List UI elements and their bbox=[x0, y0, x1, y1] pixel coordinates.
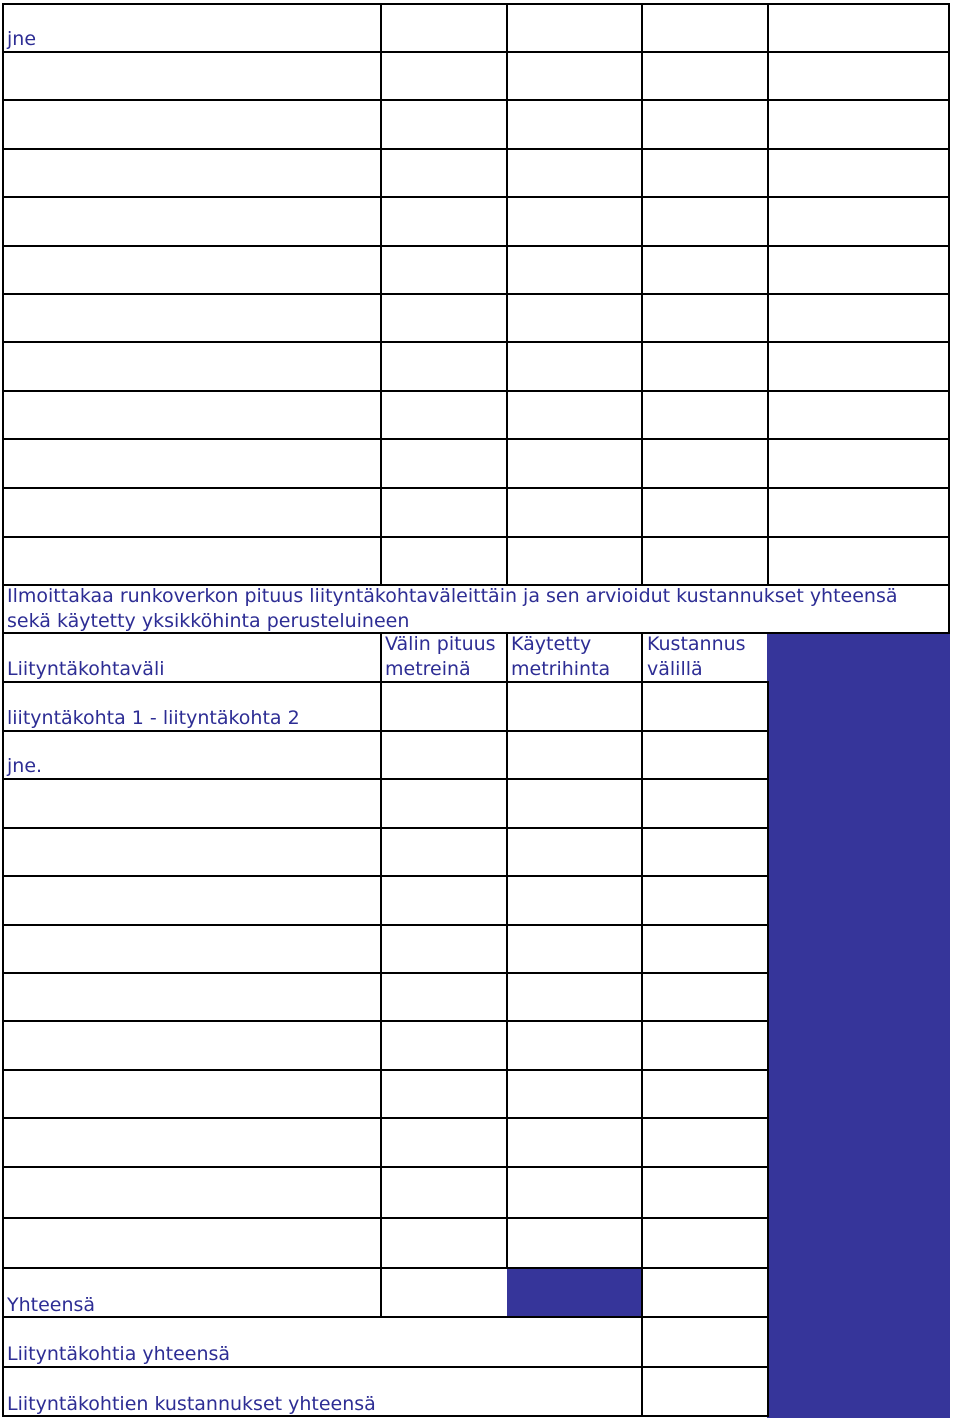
grid-line bbox=[2, 148, 950, 150]
header-kustannus-line2: välillä bbox=[647, 658, 703, 680]
grid-line bbox=[2, 341, 950, 343]
grid-line bbox=[2, 778, 769, 780]
grid-line bbox=[380, 633, 382, 1318]
header-metrihinta-line1: Käytetty bbox=[511, 633, 592, 655]
cost-total-label: Liityntäkohtien kustannukset yhteensä bbox=[7, 1393, 376, 1415]
grid-line bbox=[2, 875, 769, 877]
grid-line bbox=[2, 972, 769, 974]
count-total-label: Liityntäkohtia yhteensä bbox=[7, 1343, 231, 1365]
grid-line bbox=[2, 536, 950, 538]
section-heading-line1: Ilmoittakaa runkoverkon pituus liityntäkohtaväleittäin ja sen arvioidut kustannukset yhteensä bbox=[7, 585, 898, 607]
row-label: liityntäkohta 1 - liityntäkohta 2 bbox=[7, 707, 300, 729]
section-heading-line2: sekä käytetty yksikköhinta perusteluineen bbox=[7, 610, 410, 632]
grid-line bbox=[767, 682, 769, 1417]
grid-line bbox=[2, 487, 950, 489]
header-kustannus-line1: Kustannus bbox=[647, 633, 746, 655]
grid-line bbox=[2, 924, 769, 926]
grid-line bbox=[641, 633, 643, 1417]
grid-line bbox=[2, 438, 950, 440]
header-valin-pituus-line2: metreinä bbox=[385, 658, 471, 680]
grid-line bbox=[2, 1117, 769, 1119]
grid-line bbox=[2, 3, 950, 5]
grid-line bbox=[948, 3, 950, 634]
grid-line bbox=[2, 1020, 769, 1022]
grid-line bbox=[2, 390, 950, 392]
grid-line bbox=[2, 1316, 769, 1318]
grid-line bbox=[506, 633, 508, 1268]
total-label: Yhteensä bbox=[7, 1294, 96, 1316]
grid-line bbox=[2, 1069, 769, 1071]
grid-line bbox=[2, 1267, 769, 1269]
header-metrihinta-line2: metrihinta bbox=[511, 658, 611, 680]
grid-line bbox=[2, 827, 769, 829]
grid-line bbox=[2, 3, 4, 1417]
header-valin-pituus-line1: Välin pituus bbox=[385, 633, 496, 655]
grid-line bbox=[2, 245, 950, 247]
shaded-column-right bbox=[767, 633, 950, 1418]
grid-line bbox=[2, 196, 950, 198]
grid-line bbox=[2, 1217, 769, 1219]
shaded-cell-yhteensa-metrihinta bbox=[507, 1268, 642, 1317]
grid-line bbox=[2, 99, 950, 101]
top-row-label: jne bbox=[7, 28, 37, 50]
grid-line bbox=[2, 1166, 769, 1168]
header-liityntakohtavali: Liityntäkohtaväli bbox=[7, 658, 165, 680]
grid-line bbox=[2, 51, 950, 53]
grid-line bbox=[2, 293, 950, 295]
row-label: jne. bbox=[7, 755, 43, 777]
